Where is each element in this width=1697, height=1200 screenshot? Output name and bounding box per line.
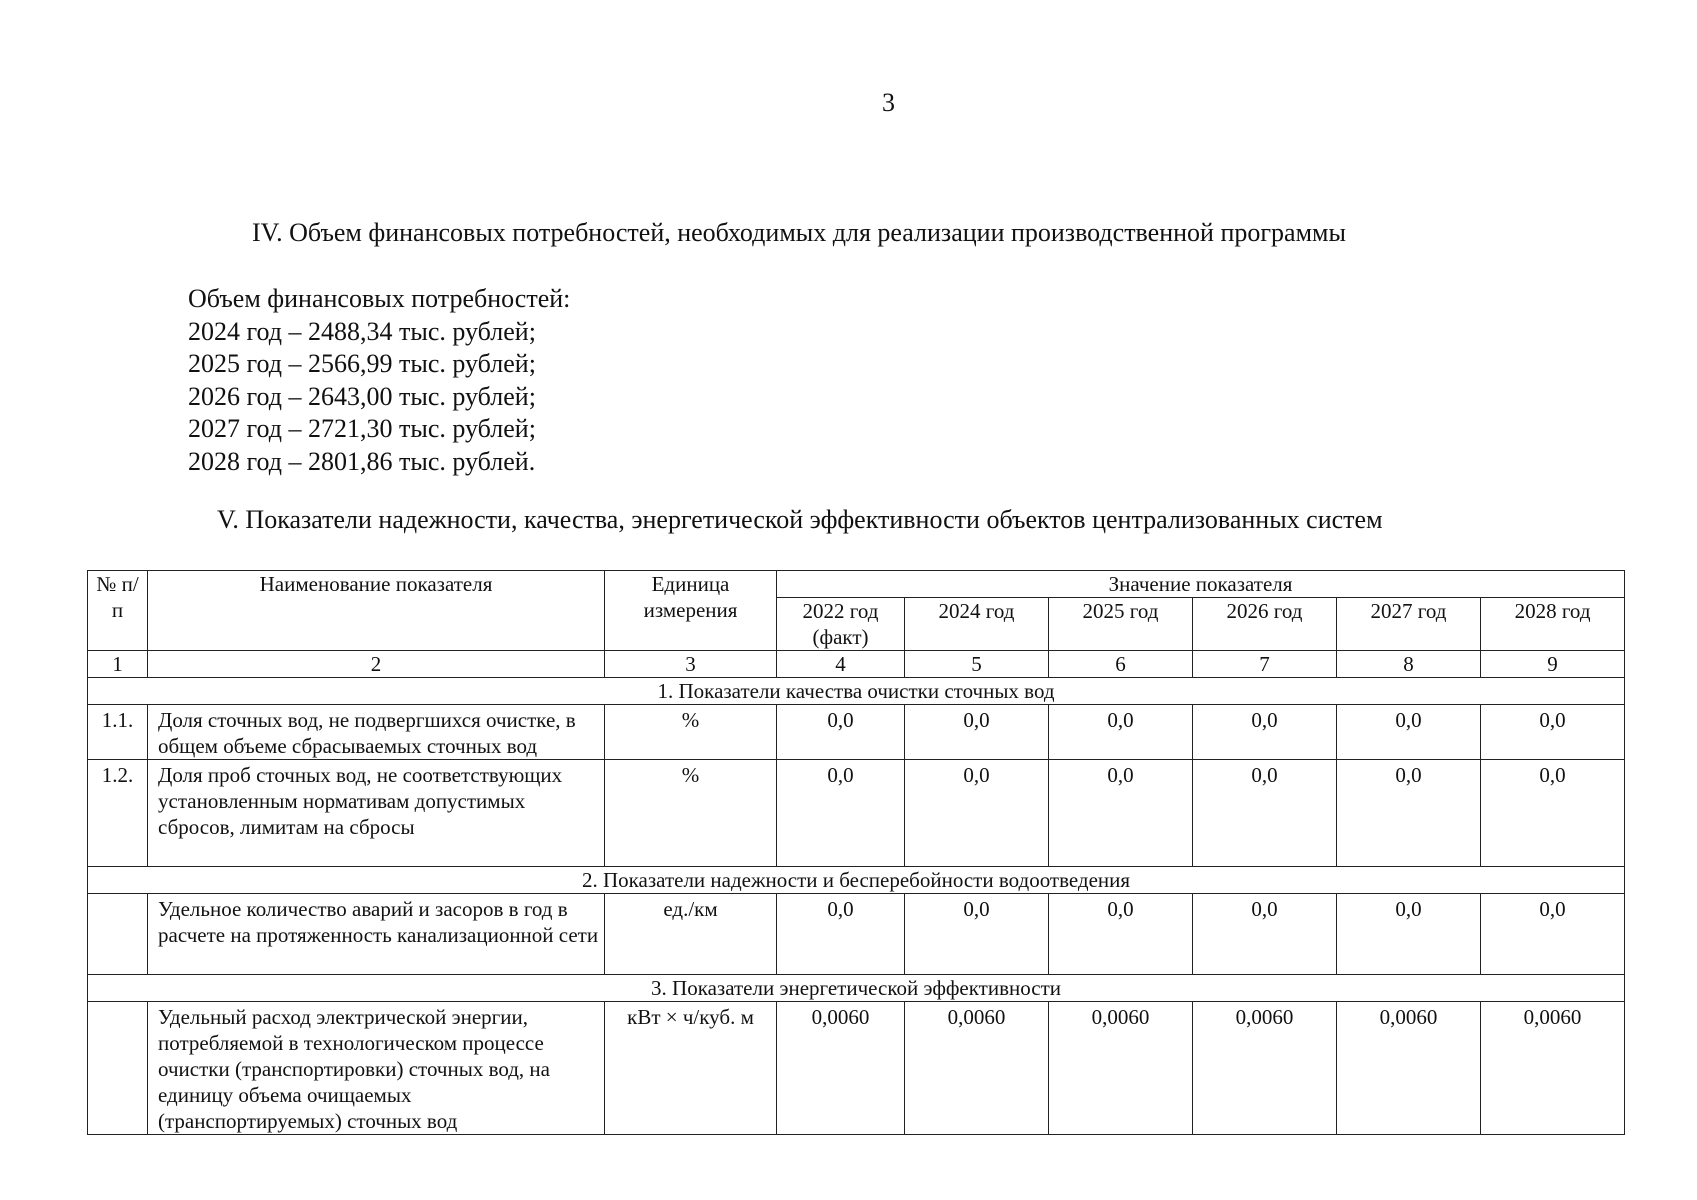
row-value: 0,0 [1049,705,1193,760]
row-value: 0,0 [1049,760,1193,867]
header-year: 2026 год [1193,598,1337,651]
row-num [88,894,148,975]
section-v-heading: V. Показатели надежности, качества, энергетической эффективности объектов централизованных систем [217,505,1383,534]
row-name: Доля сточных вод, не подвергшихся очистке, в общем объеме сбрасываемых сточных вод [148,705,605,760]
row-value: 0,0 [1481,760,1625,867]
row-value: 0,0 [1337,705,1481,760]
table-row [88,1002,1625,1135]
section-iv-heading: IV. Объем финансовых потребностей, необходимых для реализации производственной программы [252,218,1346,247]
row-num: 1.1. [88,705,148,760]
header-year: 2028 год [1481,598,1625,651]
column-number: 7 [1193,651,1337,678]
row-value: 0,0 [1337,760,1481,867]
row-num: 1.2. [88,760,148,867]
row-unit: % [605,760,777,867]
group-title-row [88,975,1625,1002]
header-name: Наименование показателя [148,571,605,651]
row-name: Удельное количество аварий и засоров в год в расчете на протяженность канализационной сети [148,894,605,975]
finance-block [188,283,570,478]
row-value: 0,0060 [1049,1002,1193,1135]
finance-item: 2027 год – 2721,30 тыс. рублей; [188,414,536,443]
row-value: 0,0060 [1481,1002,1625,1135]
header-year: 2022 год (факт) [777,598,905,651]
finance-item: 2026 год – 2643,00 тыс. рублей; [188,381,536,411]
page-number: 3 [882,88,895,117]
row-value: 0,0 [1193,894,1337,975]
row-value: 0,0 [905,705,1049,760]
row-value: 0,0 [777,894,905,975]
column-number: 4 [777,651,905,678]
header-unit: Единица измерения [605,571,777,651]
table-row [88,894,1625,975]
row-name: Удельный расход электрической энергии, потребляемой в технологическом процессе очистки (транспортировки) сточных вод, на единицу объема очищаемых (транспортируемых) сточных вод [148,1002,605,1135]
row-value: 0,0060 [777,1002,905,1135]
row-num [88,1002,148,1135]
group-title: 3. Показатели энергетической эффективности [88,975,1625,1002]
column-number: 3 [605,651,777,678]
header-num: № п/п [88,571,148,651]
header-value-group: Значение показателя [777,571,1625,598]
column-number: 8 [1337,651,1481,678]
group-title: 1. Показатели качества очистки сточных вод [88,678,1625,705]
row-unit: % [605,705,777,760]
row-value: 0,0 [1193,760,1337,867]
row-value: 0,0060 [1193,1002,1337,1135]
row-value: 0,0 [905,760,1049,867]
indicators-table [87,570,1625,1135]
header-year: 2027 год [1337,598,1481,651]
row-value: 0,0 [905,894,1049,975]
finance-item: 2024 год – 2488,34 тыс. рублей; [188,316,536,346]
row-value: 0,0 [1193,705,1337,760]
finance-item: 2028 год – 2801,86 тыс. рублей. [188,446,536,476]
table-row [88,760,1625,867]
column-number-row [88,651,1625,678]
header-year: 2025 год [1049,598,1193,651]
row-value: 0,0 [1481,894,1625,975]
group-title-row [88,867,1625,894]
finance-item: 2025 год – 2566,99 тыс. рублей; [188,349,536,378]
table-row [88,705,1625,760]
row-unit: ед./км [605,894,777,975]
row-value: 0,0060 [905,1002,1049,1135]
header-year: 2024 год [905,598,1049,651]
row-value: 0,0 [1481,705,1625,760]
column-number: 5 [905,651,1049,678]
column-number: 6 [1049,651,1193,678]
row-value: 0,0 [1337,894,1481,975]
column-number: 1 [88,651,148,678]
row-value: 0,0 [777,705,905,760]
finance-intro: Объем финансовых потребностей: [188,284,571,313]
group-title: 2. Показатели надежности и бесперебойности водоотведения [88,867,1625,894]
row-unit: кВт × ч/куб. м [605,1002,777,1135]
group-title-row [88,678,1625,705]
column-number: 2 [148,651,605,678]
row-value: 0,0 [1049,894,1193,975]
row-name: Доля проб сточных вод, не соответствующих установленным нормативам допустимых сбросов, лимитам на сбросы [148,760,605,867]
row-value: 0,0060 [1337,1002,1481,1135]
column-number: 9 [1481,651,1625,678]
row-value: 0,0 [777,760,905,867]
